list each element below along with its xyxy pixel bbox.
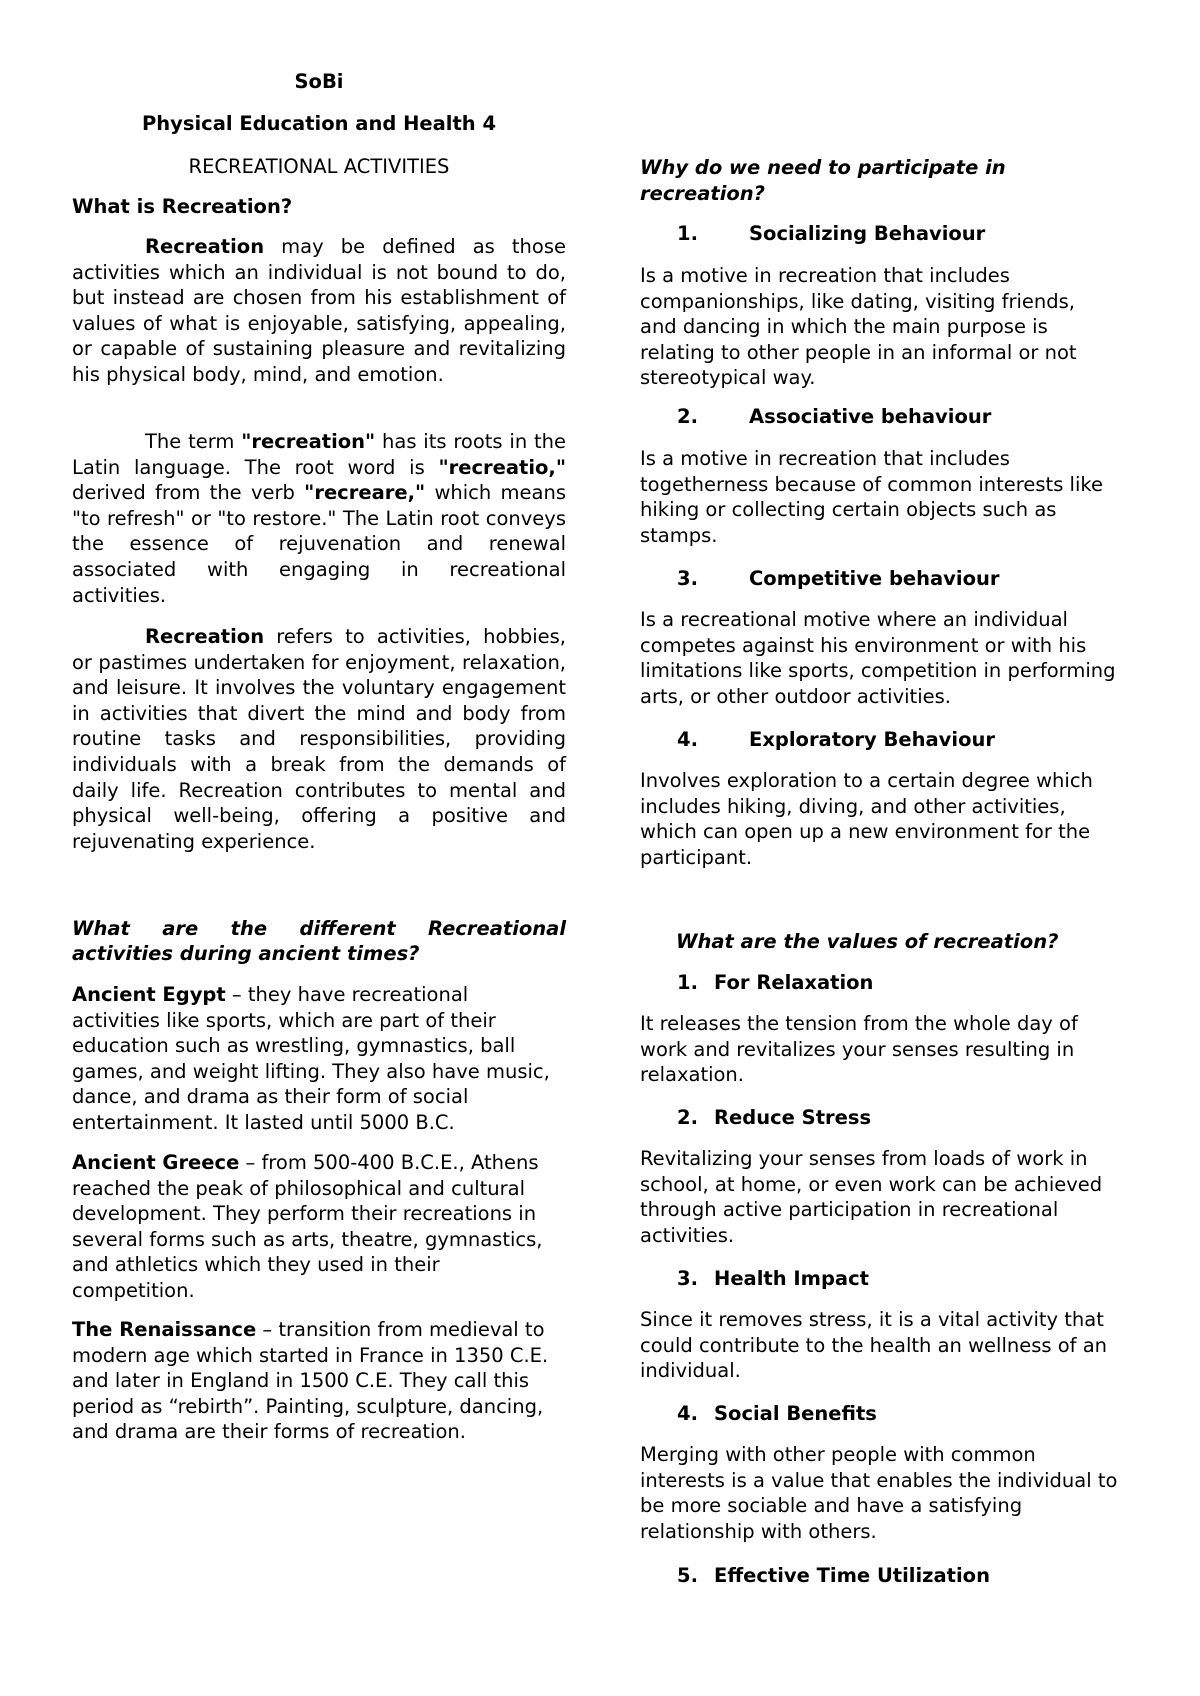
value-3-number: 3. bbox=[677, 1267, 698, 1290]
behaviour-3-text: Is a recreational motive where an individual competes against his environment or with his limitations like sports, competition in performing arts, or other outdoor activities. bbox=[640, 608, 1116, 708]
value-1-heading bbox=[640, 970, 1140, 996]
value-4-number: 4. bbox=[677, 1402, 698, 1425]
behaviour-4-heading bbox=[640, 727, 1140, 753]
behaviour-3-title: Competitive behaviour bbox=[749, 567, 1000, 590]
term-recreare: "recreare," bbox=[304, 481, 426, 505]
era-greece-text: – from 500-400 B.C.E., Athens reached the peak of philosophical and cultural development. They perform their recreations in several forms such as arts, theatre, gymnastics, and athletics which they used in their competition. bbox=[72, 1151, 543, 1302]
term-quote-recreation: "recreation" bbox=[241, 430, 376, 453]
topic-title: RECREATIONAL ACTIVITIES bbox=[188, 155, 450, 178]
paragraph-definition bbox=[72, 234, 566, 388]
value-2-heading bbox=[640, 1105, 1140, 1131]
refers-text: refers to activities, hobbies, or pastimes undertaken for enjoyment, relaxation, and leisure. It involves the voluntary engagement in activities that divert the mind and body from routine tasks and responsibilities, providing individuals with a break from the demands of daily life. Recreation contributes to mental and physical well-being, offering a positive and rejuvenating experience. bbox=[72, 625, 566, 853]
era-greece bbox=[72, 1150, 558, 1304]
behaviour-2-text: Is a motive in recreation that includes togetherness because of common interests like hiking or collecting certain objects such as stamps. bbox=[640, 447, 1103, 547]
value-5-heading bbox=[640, 1563, 1140, 1589]
term-recreatio: "recreatio," bbox=[438, 455, 566, 479]
paragraph-refers bbox=[72, 624, 566, 854]
question-ancient-line1: What are the different Recreational bbox=[72, 917, 566, 940]
question-why-participate: Why do we need to participate in recreation? bbox=[640, 156, 1006, 205]
question-ancient-line2: activities during ancient times? bbox=[72, 942, 420, 965]
value-3-heading bbox=[640, 1266, 1140, 1292]
etymology-text-c: has its roots in the Latin language. The root word is bbox=[72, 430, 566, 479]
etymology-text-e: derived from the verb bbox=[72, 481, 305, 505]
behaviour-3-heading bbox=[640, 566, 1140, 592]
behaviour-3-number: 3. bbox=[677, 567, 698, 590]
behaviour-1-number: 1. bbox=[677, 222, 698, 245]
era-renaissance-text: – transition from medieval to modern age which started in France in 1350 C.E. and later in England in 1500 C.E. They call this period as “rebirth”. Painting, sculpture, dancing, and drama are their forms of recreation. bbox=[72, 1318, 549, 1444]
value-4-text: Merging with other people with common interests is a value that enables the individual to be more sociable and have a satisfying relationship with others. bbox=[640, 1443, 1118, 1543]
etymology-text-g: which means "to refresh" or "to restore." The Latin root conveys the essence of rejuvenation and renewal associated with engaging in recreational activities. bbox=[72, 481, 566, 607]
value-4-title: Social Benefits bbox=[714, 1402, 877, 1425]
paragraph-etymology bbox=[72, 429, 566, 608]
era-renaissance-name: The Renaissance bbox=[72, 1318, 257, 1341]
question-values: What are the values of recreation? bbox=[676, 930, 1059, 953]
era-egypt bbox=[72, 982, 558, 1136]
value-2-title: Reduce Stress bbox=[714, 1106, 872, 1129]
question-what-is-recreation: What is Recreation? bbox=[72, 195, 293, 218]
author-heading: SoBi bbox=[294, 70, 344, 93]
value-4-heading bbox=[640, 1401, 1140, 1427]
behaviour-1-heading bbox=[640, 221, 1140, 247]
era-egypt-name: Ancient Egypt bbox=[72, 983, 226, 1006]
value-1-title: For Relaxation bbox=[714, 971, 874, 994]
behaviour-2-title: Associative behaviour bbox=[749, 405, 992, 428]
behaviour-2-number: 2. bbox=[677, 405, 698, 428]
behaviour-1-title: Socializing Behaviour bbox=[749, 222, 986, 245]
definition-text: may be defined as those activities which an individual is not bound to do, but instead are chosen from his establishment of values of what is enjoyable, satisfying, appealing, or capable of sustaining pleasure and revitalizing his physical body, mind, and emotion. bbox=[72, 235, 566, 386]
value-2-number: 2. bbox=[677, 1106, 698, 1129]
behaviour-4-title: Exploratory Behaviour bbox=[749, 728, 995, 751]
value-1-number: 1. bbox=[677, 971, 698, 994]
etymology-text-a: The term bbox=[145, 430, 242, 453]
course-title: Physical Education and Health 4 bbox=[141, 112, 497, 135]
value-5-title: Effective Time Utilization bbox=[714, 1564, 990, 1587]
value-2-text: Revitalizing your senses from loads of work in school, at home, or even work can be achieved through active participation in recreational activities. bbox=[640, 1147, 1103, 1247]
value-3-title: Health Impact bbox=[714, 1267, 869, 1290]
value-1-text: It releases the tension from the whole day of work and revitalizes your senses resulting in relaxation. bbox=[640, 1012, 1078, 1087]
era-greece-name: Ancient Greece bbox=[72, 1151, 240, 1174]
value-3-text: Since it removes stress, it is a vital activity that could contribute to the health an wellness of an individual. bbox=[640, 1308, 1108, 1383]
era-renaissance bbox=[72, 1317, 566, 1445]
era-egypt-text: – they have recreational activities like sports, which are part of their education such as wrestling, gymnastics, ball games, and weight lifting. They also have music, dance, and drama as their form of social entertainment. It lasted until 5000 B.C. bbox=[72, 983, 550, 1134]
behaviour-2-heading bbox=[640, 404, 1140, 430]
term-recreation: Recreation bbox=[145, 235, 265, 258]
behaviour-4-number: 4. bbox=[677, 728, 698, 751]
value-5-number: 5. bbox=[677, 1564, 698, 1587]
behaviour-4-text: Involves exploration to a certain degree which includes hiking, diving, and other activities, which can open up a new environment for the participant. bbox=[640, 769, 1093, 869]
behaviour-1-text: Is a motive in recreation that includes companionships, like dating, visiting friends, and dancing in which the main purpose is relating to other people in an informal or not stereotypical way. bbox=[640, 264, 1077, 390]
term-recreation-2: Recreation bbox=[145, 625, 265, 648]
